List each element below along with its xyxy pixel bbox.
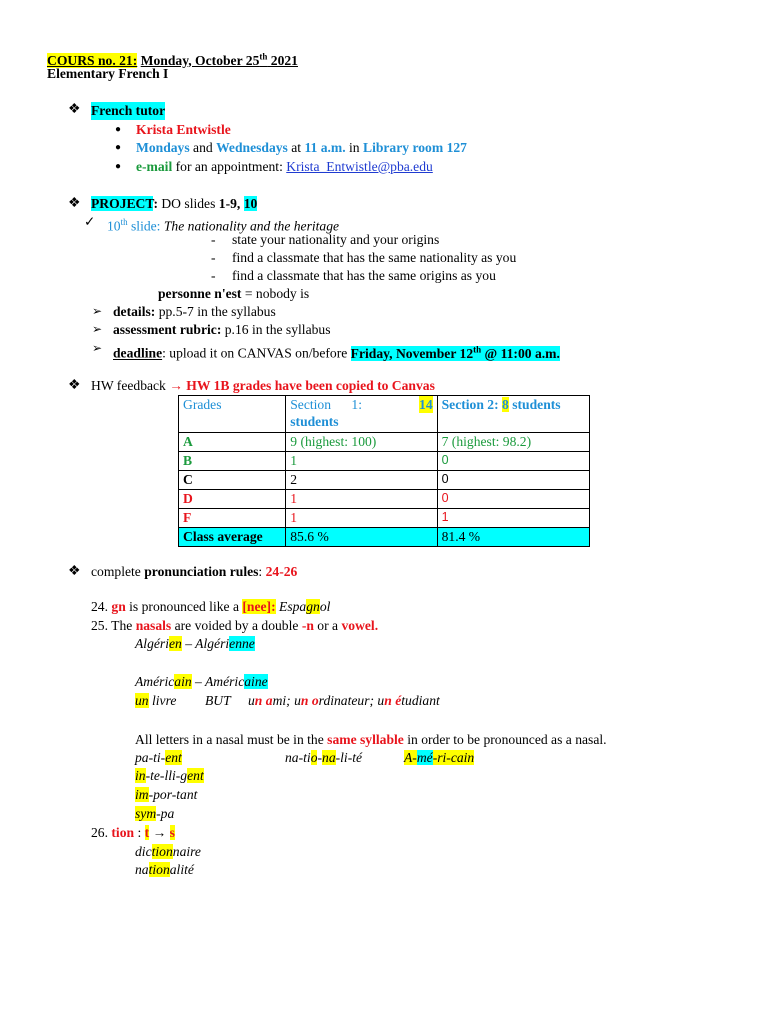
task-item: find a classmate that has the same origins as you [232, 268, 496, 283]
example-intelligent [135, 767, 204, 785]
slides-range: 1-9, [218, 196, 241, 211]
rule-26 [91, 824, 175, 842]
slide-ten: 10 [243, 196, 258, 211]
dash-icon: - [211, 250, 216, 265]
tutor-days-1: Mondays [136, 140, 190, 155]
rule-num: 24. [91, 599, 112, 614]
rule-or: or a [313, 618, 342, 633]
example-but: BUT [205, 693, 231, 708]
table-header-section2 [437, 396, 589, 433]
slide-topic: The nationality and the heritage [160, 218, 340, 234]
rule-num: 26. [91, 825, 112, 840]
word-highlight: im [135, 787, 149, 802]
rule-n: -n [301, 618, 314, 633]
section1-label: Section 1: [290, 397, 366, 412]
table-row-average [179, 528, 590, 547]
section2-cell: 0 [437, 490, 589, 509]
word-highlight: ain [174, 674, 192, 689]
deadline-date [351, 346, 560, 361]
word-highlight: sym [135, 806, 157, 821]
rule-s: s [169, 825, 175, 840]
personne-line [158, 285, 309, 303]
espagnol-word [279, 599, 330, 614]
word-highlight: o [310, 750, 318, 765]
project-label: PROJECT [91, 196, 154, 211]
section1-header-top [290, 396, 432, 413]
rule-highlight: same syllable [327, 732, 404, 747]
checkmark-icon: ✓ [84, 214, 96, 229]
date-year: 2021 [267, 52, 298, 68]
date-sup: th [259, 51, 268, 61]
word-part: – Améric [191, 674, 245, 689]
section2-students: students [508, 397, 561, 412]
rubric-line [113, 321, 330, 339]
word-part: naire [172, 844, 201, 859]
liaison-n: n [384, 693, 392, 708]
grade-cell: A [179, 433, 286, 452]
word-part: rdinateur; u [318, 693, 385, 708]
example-nationalite [285, 749, 362, 767]
arrow-bullet-icon: ➢ [92, 341, 103, 355]
word-part: Espa [279, 599, 307, 614]
email-label: e-mail [136, 159, 173, 174]
table-header-section1 [286, 396, 437, 433]
hw-note: → HW 1B grades have been copied to Canvas [169, 378, 435, 393]
word-part: -te-lli-g [145, 768, 188, 783]
dash-icon: - [211, 232, 216, 247]
tutor-days-2: Wednesdays [216, 140, 288, 155]
deadline-line [113, 340, 560, 363]
word-highlight: en [168, 636, 182, 651]
grade-cell: D [179, 490, 286, 509]
do-text: DO slides [157, 196, 219, 211]
word-part: tudiant [401, 693, 440, 708]
word-highlight: enne [229, 636, 255, 651]
slide-word: slide: [127, 218, 161, 234]
tutor-email-line [136, 158, 433, 176]
pron-range: 24-26 [265, 564, 298, 579]
personne-rest: = nobody is [241, 286, 310, 301]
word-highlight: ent [187, 768, 204, 783]
course-label: COURS no. 21: [47, 52, 138, 68]
section1-cell: 1 [286, 452, 437, 471]
pron-colon: : [258, 564, 266, 579]
table-row [179, 490, 590, 509]
email-text: for an appointment: [172, 159, 287, 174]
rule-24 [91, 598, 330, 616]
course-name: Elementary French I [47, 66, 169, 81]
rule-nasals: nasals [135, 618, 172, 633]
liaison-vowel: é [395, 693, 402, 708]
liaison-n: n [300, 693, 309, 708]
word-part: livre [148, 693, 177, 708]
word-highlight: gn [306, 599, 320, 614]
and-text: and [189, 140, 217, 155]
liaison-vowel: a [265, 693, 273, 708]
section1-cell: 9 (highest: 100) [286, 433, 437, 452]
tutor-schedule [136, 139, 467, 157]
example-algerien [135, 635, 255, 653]
section2-cell: 1 [437, 509, 589, 528]
word-part: Algéri [135, 636, 169, 651]
word-part: -por-tant [148, 787, 198, 802]
grade-cell: F [179, 509, 286, 528]
hw-label: HW feedback [91, 378, 170, 393]
tutor-room: Library room 127 [363, 140, 467, 155]
section2-cell: 0 [437, 452, 589, 471]
task-item: state your nationality and your origins [232, 232, 440, 247]
slide-num: 10 [107, 218, 121, 234]
example-liaisons [248, 692, 440, 710]
section1-cell: 1 [286, 490, 437, 509]
word-part: - [317, 750, 323, 765]
section1-count: 14 [419, 397, 433, 412]
details-text: pp.5-7 in the syllabus [155, 304, 276, 319]
rule-text: is pronounced like a [125, 599, 243, 614]
word-part: na-ti [285, 750, 311, 765]
word-highlight: aine [244, 674, 268, 689]
diamond-bullet-icon: ❖ [68, 378, 81, 393]
pron-pre: complete [91, 564, 145, 579]
example-un [135, 692, 176, 710]
arrow-bullet-icon: ➢ [92, 322, 103, 336]
right-arrow-icon: → [149, 825, 170, 840]
rule-text: in order to be pronounced as a nasal. [403, 732, 607, 747]
arrow-bullet-icon: ➢ [92, 304, 103, 318]
section2-cell: 7 (highest: 98.2) [437, 433, 589, 452]
diamond-bullet-icon: ❖ [68, 196, 81, 211]
table-row [179, 471, 590, 490]
liaison-vowel: o [311, 693, 319, 708]
pron-bold: pronunciation rules [144, 564, 259, 579]
section1-students: students [290, 414, 339, 429]
rule-num: 25. The [91, 618, 136, 633]
details-label: details: [113, 304, 156, 319]
word-part: pa-ti- [135, 750, 166, 765]
section2-label: Section 2: [441, 397, 503, 412]
example-important [135, 786, 197, 804]
rule-nee: [nee]: [242, 599, 276, 614]
deadline-date-text: Friday, November 12 [350, 345, 474, 361]
personne-bold: personne n'est [158, 286, 242, 301]
diamond-bullet-icon: ❖ [68, 102, 81, 117]
section1-cell: 2 [286, 471, 437, 490]
word-part: -pa [156, 806, 175, 821]
average-label-cell: Class average [179, 528, 286, 547]
syllable-rule [135, 731, 607, 749]
rule-text: are voided by a double [171, 618, 302, 633]
rule-gn: gn [111, 599, 126, 614]
section2-cell: 0 [437, 471, 589, 490]
word-highlight: tion [151, 844, 173, 859]
example-americain-syllables [404, 749, 474, 767]
at-text: at [287, 140, 305, 155]
diamond-bullet-icon: ❖ [68, 564, 81, 579]
word-part: alité [169, 862, 194, 877]
liaison-n: n [254, 693, 263, 708]
deadline-label: deadline [113, 345, 163, 361]
section2-average-cell: 81.4 % [437, 528, 589, 547]
bullet-icon: ● [115, 124, 122, 135]
table-header-grades: Grades [179, 396, 286, 433]
email-link[interactable]: Krista_Entwistle@pba.edu [286, 159, 433, 174]
grades-table [178, 395, 590, 547]
tutor-heading: French tutor [91, 103, 166, 118]
rule-tion: tion [111, 825, 135, 840]
deadline-text: : upload it on CANVAS on/before [162, 345, 351, 361]
in-text: in [345, 140, 363, 155]
section1-cell: 1 [286, 509, 437, 528]
word-part: -li-té [335, 750, 363, 765]
table-row [179, 452, 590, 471]
details-line [113, 303, 276, 321]
example-patient [135, 749, 182, 767]
project-line [91, 195, 257, 213]
dash-icon: - [211, 268, 216, 283]
word-part: Améric [135, 674, 175, 689]
table-row [179, 509, 590, 528]
rubric-label: assessment rubric: [113, 322, 222, 337]
word-highlight: tion [148, 862, 170, 877]
example-americain [135, 673, 268, 691]
slide-sup: th [120, 217, 128, 227]
bullet-icon: ● [115, 161, 122, 172]
colon: : [153, 196, 158, 211]
rule-colon: : [134, 825, 145, 840]
hw-line [91, 377, 435, 395]
word-highlight: un [135, 693, 149, 708]
section1-average-cell: 85.6 % [286, 528, 437, 547]
date-text: Monday, October 25 [140, 52, 260, 68]
word-part: u [248, 693, 255, 708]
word-highlight: ain [456, 750, 475, 765]
table-row [179, 433, 590, 452]
word-part: mi; u [272, 693, 301, 708]
deadline-date-sup: th [473, 344, 482, 354]
table-header-row [179, 396, 590, 433]
rule-text: All letters in a nasal must be in the [135, 732, 328, 747]
word-part: dic [135, 844, 152, 859]
task-item: find a classmate that has the same nationality as you [232, 250, 517, 265]
example-dictionnaire [135, 843, 201, 861]
word-highlight: ent [165, 750, 182, 765]
tutor-time: 11 a.m. [304, 140, 346, 155]
word-highlight: mé [416, 750, 433, 765]
grade-cell: C [179, 471, 286, 490]
grade-cell: B [179, 452, 286, 471]
example-nationalite-2 [135, 861, 194, 879]
word-highlight: A- [404, 750, 417, 765]
word-part: ol [319, 599, 331, 614]
word-highlight: -ri-c [432, 750, 457, 765]
word-highlight: in [135, 768, 146, 783]
pronunciation-line [91, 563, 297, 581]
rule-vowel: vowel. [341, 618, 379, 633]
deadline-date-time: @ 11:00 a.m. [481, 345, 560, 361]
word-part: – Algéri [181, 636, 230, 651]
word-highlight: na [322, 750, 336, 765]
rule-25 [91, 617, 378, 635]
bullet-icon: ● [115, 142, 122, 153]
word-part: na [135, 862, 149, 877]
example-sympa [135, 805, 174, 823]
rule-t: t [144, 825, 150, 840]
section2-count: 8 [502, 397, 509, 412]
tutor-name: Krista Entwistle [136, 122, 231, 137]
rubric-text: p.16 in the syllabus [221, 322, 331, 337]
